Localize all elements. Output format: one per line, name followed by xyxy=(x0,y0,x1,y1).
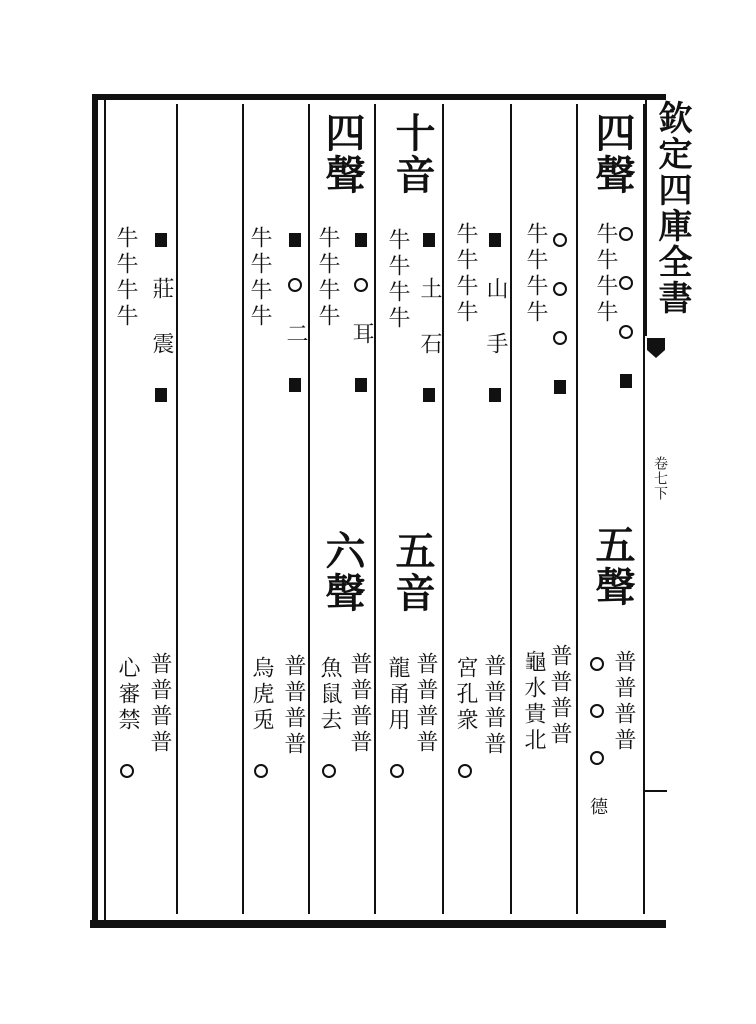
column-2-row1: 牛牛牛牛 xyxy=(523,222,548,326)
circle-mark xyxy=(120,764,134,778)
column-5-heading: 四聲 xyxy=(319,112,366,196)
column-1-row1: 牛牛牛牛 xyxy=(593,222,618,326)
book-title: 欽定四庫全書 xyxy=(652,100,692,316)
block-mark xyxy=(355,378,367,392)
right-tick-mark xyxy=(645,790,667,792)
circle-mark xyxy=(390,764,404,778)
circle-mark xyxy=(288,278,302,292)
column-rule xyxy=(510,104,512,914)
char-mark: 龍 xyxy=(385,656,410,682)
column-1-marks1 xyxy=(618,226,634,389)
column-1-heading: 四聲 xyxy=(589,112,636,196)
char-mark: 禁 xyxy=(115,708,140,734)
char-mark: 德 xyxy=(587,797,608,825)
volume-label: 卷七下 xyxy=(652,456,668,501)
char-mark: 衆 xyxy=(453,708,478,734)
char-mark: 魚 xyxy=(317,656,342,682)
char-mark: 手 xyxy=(483,332,508,358)
column-3-row1: 牛牛牛牛 xyxy=(453,222,478,326)
fish-tail-mark xyxy=(647,338,665,358)
block-mark xyxy=(289,378,301,392)
char-mark: 鼠 xyxy=(317,682,342,708)
char-mark: 龜 xyxy=(521,650,546,676)
column-4-marks1 xyxy=(418,232,440,403)
circle-mark xyxy=(590,704,604,718)
column-8-row2: 普普普普 xyxy=(147,652,172,756)
circle-mark xyxy=(553,233,567,247)
column-5-row2: 普普普普 xyxy=(347,652,372,756)
char-mark: 莊 xyxy=(149,277,174,303)
column-1-row2: 普普普普 xyxy=(611,650,636,754)
column-6-row1: 牛牛牛牛 xyxy=(247,226,272,330)
column-3-marks1 xyxy=(484,232,506,403)
column-8-marks2 xyxy=(116,656,138,779)
column-4-marks2 xyxy=(386,656,408,779)
frame-bottom-border xyxy=(90,920,666,928)
column-rule xyxy=(576,104,578,914)
column-rule xyxy=(442,104,444,914)
column-4-row1: 牛牛牛牛 xyxy=(385,228,410,332)
block-mark xyxy=(289,233,301,247)
char-mark: 山 xyxy=(483,277,508,303)
char-mark: 宮 xyxy=(453,656,478,682)
circle-mark xyxy=(458,764,472,778)
column-2-row2: 普普普普 xyxy=(547,644,572,748)
column-1-heading2: 五聲 xyxy=(589,524,636,608)
column-8-row1: 牛牛牛牛 xyxy=(113,226,138,330)
column-rule xyxy=(308,104,310,914)
column-5-marks2 xyxy=(318,656,340,779)
column-3-row2: 普普普普 xyxy=(481,654,506,758)
column-5-heading2: 六聲 xyxy=(319,530,366,614)
column-2-marks1 xyxy=(552,232,568,395)
circle-mark xyxy=(619,325,633,339)
block-mark xyxy=(489,233,501,247)
block-mark xyxy=(554,380,566,394)
char-mark: 甬 xyxy=(385,682,410,708)
blank-column xyxy=(178,106,240,912)
column-6-marks2 xyxy=(250,656,272,779)
column-5-marks1 xyxy=(350,232,372,393)
char-mark: 貴 xyxy=(521,702,546,728)
column-4-heading2: 五音 xyxy=(389,530,436,614)
column-5-row1: 牛牛牛牛 xyxy=(315,226,340,330)
block-mark xyxy=(355,233,367,247)
frame-left-border xyxy=(92,94,98,926)
char-mark: 用 xyxy=(385,708,410,734)
frame-top-border xyxy=(94,94,666,100)
block-mark xyxy=(489,388,501,402)
circle-mark xyxy=(322,764,336,778)
char-mark: 震 xyxy=(149,332,174,358)
circle-mark xyxy=(590,657,604,671)
column-4-heading: 十音 xyxy=(389,112,436,196)
char-mark: 兎 xyxy=(249,708,274,734)
char-mark: 心 xyxy=(115,656,140,682)
circle-mark xyxy=(553,331,567,345)
char-mark: 石 xyxy=(417,332,442,358)
column-rule xyxy=(374,104,376,914)
circle-mark xyxy=(619,227,633,241)
column-4-row2: 普普普普 xyxy=(413,652,438,756)
circle-mark xyxy=(590,751,604,765)
char-mark: 土 xyxy=(417,277,442,303)
circle-mark xyxy=(553,282,567,296)
column-1-marks2 xyxy=(588,656,606,825)
column-3-marks2 xyxy=(454,656,476,779)
char-mark: 烏 xyxy=(249,656,274,682)
char-mark: 水 xyxy=(521,676,546,702)
frame-inner-left-border xyxy=(104,100,106,920)
char-mark: 審 xyxy=(115,682,140,708)
block-mark xyxy=(423,388,435,402)
circle-mark xyxy=(254,764,268,778)
char-mark: 北 xyxy=(521,728,546,754)
circle-mark xyxy=(354,278,368,292)
block-mark xyxy=(155,388,167,402)
char-mark: 孔 xyxy=(453,682,478,708)
column-rule xyxy=(242,104,244,914)
char-mark: 耳 xyxy=(349,322,374,348)
char-mark: 虎 xyxy=(249,682,274,708)
column-8-marks1 xyxy=(150,232,172,403)
block-mark xyxy=(620,374,632,388)
column-2-marks2 xyxy=(522,650,544,754)
block-mark xyxy=(155,233,167,247)
char-mark: 二 xyxy=(283,322,308,348)
column-6-marks1 xyxy=(284,232,306,393)
column-6-row2: 普普普普 xyxy=(281,654,306,758)
circle-mark xyxy=(619,276,633,290)
char-mark: 去 xyxy=(317,708,342,734)
block-mark xyxy=(423,233,435,247)
